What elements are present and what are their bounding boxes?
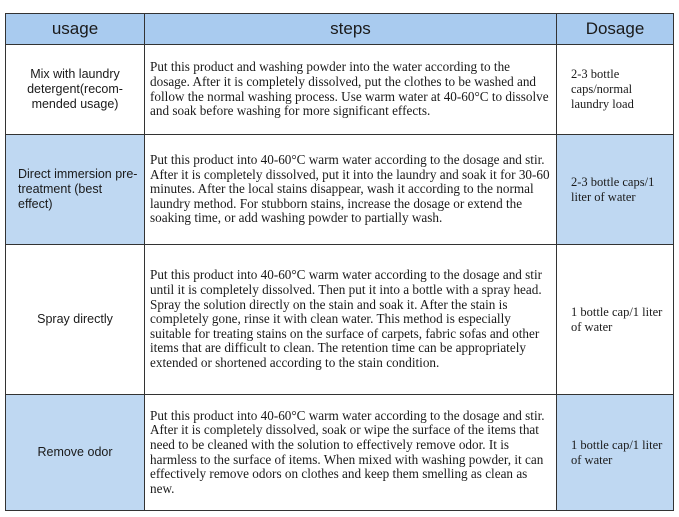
- steps-cell: Put this product into 40-60°C warm water according to the dosage and stir until it is completely dissolved. Then put it into a bottle with a spray head. Spray the solution directly on the stain and soak it. After the stain is completely gone, rinse it with clean water. This method is especially suitable for treating stains on the surface of carpets, fabric sofas and other items that are difficult to clean. The retention time can be appropriately extended or shortened according to the stain condition.: [145, 245, 557, 395]
- table-row: [6, 245, 674, 395]
- usage-cell: Remove odor: [6, 395, 145, 511]
- header-row: [6, 14, 674, 45]
- table-row: [6, 395, 674, 511]
- header-usage: usage: [6, 14, 145, 45]
- table-row: [6, 135, 674, 245]
- table-row: [6, 45, 674, 135]
- dosage-cell: 1 bottle cap/1 liter of water: [557, 395, 674, 511]
- usage-cell: Direct immersion pre-treatment (best effect): [6, 135, 145, 245]
- steps-cell: Put this product into 40-60°C warm water according to the dosage and stir. After it is completely dissolved, soak or wipe the surface of the items that need to be cleaned with the solution to effectively remove odor. It is harmless to the surface of items. When mixed with washing powder, it can effectively remove odors on clothes and keep them smelling as clean as new.: [145, 395, 557, 511]
- dosage-cell: 2-3 bottle caps/1 liter of water: [557, 135, 674, 245]
- dosage-cell: 2-3 bottle caps/normal laundry load: [557, 45, 674, 135]
- header-steps: steps: [145, 14, 557, 45]
- dosage-cell: 1 bottle cap/1 liter of water: [557, 245, 674, 395]
- usage-table: [5, 13, 674, 511]
- steps-cell: Put this product into 40-60°C warm water according to the dosage and stir. After it is completely dissolved, put it into the laundry and soak it for 30-60 minutes. After the local stains disappear, wash it according to the normal laundry method. For stubborn stains, increase the dosage or extend the soaking time, or add washing powder to partially wash.: [145, 135, 557, 245]
- usage-cell: Mix with laundry detergent(recom-mended usage): [6, 45, 145, 135]
- header-dosage: Dosage: [557, 14, 674, 45]
- steps-cell: Put this product and washing powder into the water according to the dosage. After it is completely dissolved, put the clothes to be washed and follow the normal washing process. Use warm water at 40-60°C to dissolve and soak before washing for more significant effects.: [145, 45, 557, 135]
- usage-cell: Spray directly: [6, 245, 145, 395]
